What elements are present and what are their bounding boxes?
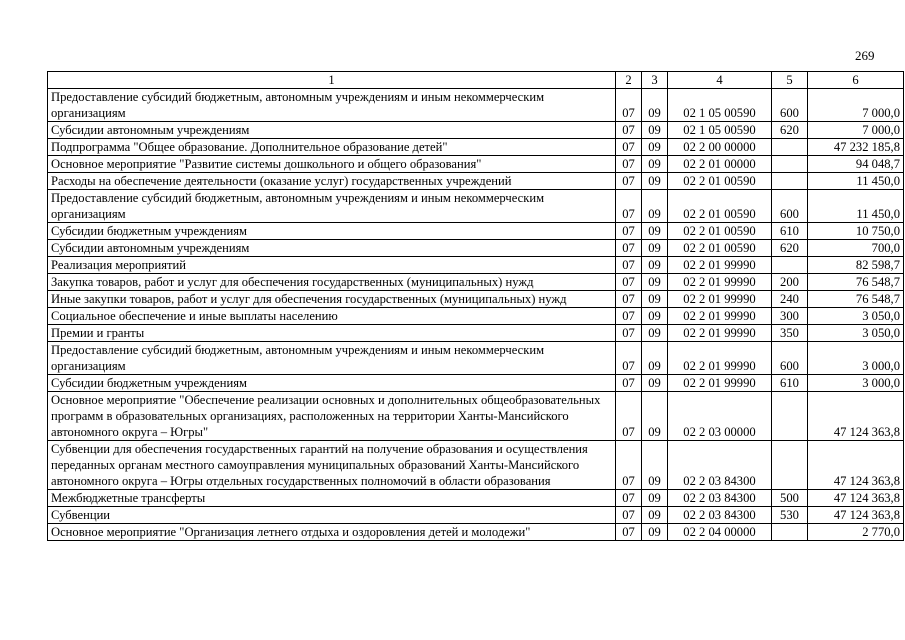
row-amount-cell: 2 770,0 xyxy=(808,524,904,541)
row-target-article-cell: 02 2 01 00000 xyxy=(668,156,772,173)
row-section-cell: 07 xyxy=(616,190,642,223)
row-subsection-cell: 09 xyxy=(642,122,668,139)
row-expense-type-cell xyxy=(772,173,808,190)
row-name-cell: Основное мероприятие "Развитие системы дошкольного и общего образования" xyxy=(48,156,616,173)
row-section-cell: 07 xyxy=(616,441,642,490)
row-expense-type-cell: 530 xyxy=(772,507,808,524)
row-subsection-cell: 09 xyxy=(642,441,668,490)
header-row xyxy=(48,72,904,89)
row-target-article-cell: 02 2 01 99990 xyxy=(668,274,772,291)
table-row xyxy=(48,257,904,274)
row-subsection-cell: 09 xyxy=(642,139,668,156)
row-amount-cell: 76 548,7 xyxy=(808,291,904,308)
row-target-article-cell: 02 1 05 00590 xyxy=(668,122,772,139)
row-amount-cell: 47 232 185,8 xyxy=(808,139,904,156)
row-amount-cell: 7 000,0 xyxy=(808,89,904,122)
row-name-cell: Предоставление субсидий бюджетным, автономным учреждениям и иным некоммерческим организациям xyxy=(48,342,616,375)
table-row xyxy=(48,156,904,173)
row-amount-cell: 10 750,0 xyxy=(808,223,904,240)
row-amount-cell: 47 124 363,8 xyxy=(808,490,904,507)
row-target-article-cell: 02 2 01 00590 xyxy=(668,223,772,240)
table-header xyxy=(48,72,904,89)
row-target-article-cell: 02 2 01 99990 xyxy=(668,375,772,392)
row-subsection-cell: 09 xyxy=(642,257,668,274)
row-expense-type-cell: 610 xyxy=(772,223,808,240)
row-expense-type-cell: 600 xyxy=(772,89,808,122)
row-expense-type-cell: 500 xyxy=(772,490,808,507)
row-target-article-cell: 02 2 03 00000 xyxy=(668,392,772,441)
header-col-6: 6 xyxy=(808,72,904,89)
row-expense-type-cell xyxy=(772,392,808,441)
header-col-5: 5 xyxy=(772,72,808,89)
row-section-cell: 07 xyxy=(616,257,642,274)
row-name-cell: Предоставление субсидий бюджетным, автономным учреждениям и иным некоммерческим организациям xyxy=(48,89,616,122)
row-target-article-cell: 02 2 01 99990 xyxy=(668,342,772,375)
row-amount-cell: 47 124 363,8 xyxy=(808,441,904,490)
row-expense-type-cell: 600 xyxy=(772,190,808,223)
row-name-cell: Премии и гранты xyxy=(48,325,616,342)
row-subsection-cell: 09 xyxy=(642,342,668,375)
row-subsection-cell: 09 xyxy=(642,490,668,507)
row-subsection-cell: 09 xyxy=(642,156,668,173)
row-amount-cell: 3 000,0 xyxy=(808,375,904,392)
row-target-article-cell: 02 2 01 00590 xyxy=(668,173,772,190)
row-expense-type-cell: 620 xyxy=(772,240,808,257)
header-col-2: 2 xyxy=(616,72,642,89)
row-section-cell: 07 xyxy=(616,274,642,291)
row-name-cell: Предоставление субсидий бюджетным, автономным учреждениям и иным некоммерческим организациям xyxy=(48,190,616,223)
row-amount-cell: 11 450,0 xyxy=(808,173,904,190)
table-row xyxy=(48,325,904,342)
row-name-cell: Иные закупки товаров, работ и услуг для обеспечения государственных (муниципальных) нужд xyxy=(48,291,616,308)
row-subsection-cell: 09 xyxy=(642,375,668,392)
row-amount-cell: 7 000,0 xyxy=(808,122,904,139)
row-name-cell: Реализация мероприятий xyxy=(48,257,616,274)
row-section-cell: 07 xyxy=(616,156,642,173)
row-name-cell: Субсидии автономным учреждениям xyxy=(48,240,616,257)
table-row xyxy=(48,375,904,392)
row-subsection-cell: 09 xyxy=(642,524,668,541)
header-col-4: 4 xyxy=(668,72,772,89)
row-expense-type-cell: 620 xyxy=(772,122,808,139)
row-target-article-cell: 02 2 04 00000 xyxy=(668,524,772,541)
row-name-cell: Расходы на обеспечение деятельности (оказание услуг) государственных учреждений xyxy=(48,173,616,190)
row-name-cell: Основное мероприятие "Обеспечение реализации основных и дополнительных общеобразовательных программ в образовательных организациях, расположенных на территории Ханты-Мансийского автономного округа – Югры" xyxy=(48,392,616,441)
row-subsection-cell: 09 xyxy=(642,89,668,122)
row-target-article-cell: 02 1 05 00590 xyxy=(668,89,772,122)
table-row xyxy=(48,89,904,122)
row-section-cell: 07 xyxy=(616,139,642,156)
row-expense-type-cell xyxy=(772,441,808,490)
row-expense-type-cell: 600 xyxy=(772,342,808,375)
table-body xyxy=(48,89,904,541)
row-target-article-cell: 02 2 01 99990 xyxy=(668,308,772,325)
row-section-cell: 07 xyxy=(616,89,642,122)
table-row xyxy=(48,392,904,441)
row-section-cell: 07 xyxy=(616,325,642,342)
row-expense-type-cell: 240 xyxy=(772,291,808,308)
header-col-3: 3 xyxy=(642,72,668,89)
row-target-article-cell: 02 2 03 84300 xyxy=(668,507,772,524)
row-amount-cell: 47 124 363,8 xyxy=(808,392,904,441)
row-subsection-cell: 09 xyxy=(642,274,668,291)
row-target-article-cell: 02 2 01 00590 xyxy=(668,240,772,257)
row-subsection-cell: 09 xyxy=(642,190,668,223)
row-expense-type-cell xyxy=(772,524,808,541)
table-row xyxy=(48,274,904,291)
row-amount-cell: 47 124 363,8 xyxy=(808,507,904,524)
row-name-cell: Субвенции xyxy=(48,507,616,524)
row-expense-type-cell: 200 xyxy=(772,274,808,291)
row-name-cell: Субсидии бюджетным учреждениям xyxy=(48,223,616,240)
row-subsection-cell: 09 xyxy=(642,308,668,325)
row-name-cell: Подпрограмма "Общее образование. Дополнительное образование детей" xyxy=(48,139,616,156)
row-section-cell: 07 xyxy=(616,342,642,375)
row-name-cell: Социальное обеспечение и иные выплаты населению xyxy=(48,308,616,325)
row-name-cell: Закупка товаров, работ и услуг для обеспечения государственных (муниципальных) нужд xyxy=(48,274,616,291)
row-target-article-cell: 02 2 01 99990 xyxy=(668,257,772,274)
row-target-article-cell: 02 2 01 99990 xyxy=(668,325,772,342)
row-amount-cell: 3 050,0 xyxy=(808,308,904,325)
table-row xyxy=(48,190,904,223)
row-expense-type-cell: 350 xyxy=(772,325,808,342)
header-col-1: 1 xyxy=(48,72,616,89)
table-row xyxy=(48,291,904,308)
row-amount-cell: 94 048,7 xyxy=(808,156,904,173)
table-row xyxy=(48,223,904,240)
row-section-cell: 07 xyxy=(616,507,642,524)
row-name-cell: Межбюджетные трансферты xyxy=(48,490,616,507)
row-name-cell: Субсидии автономным учреждениям xyxy=(48,122,616,139)
row-target-article-cell: 02 2 01 99990 xyxy=(668,291,772,308)
row-target-article-cell: 02 2 01 00590 xyxy=(668,190,772,223)
table-row xyxy=(48,524,904,541)
row-section-cell: 07 xyxy=(616,392,642,441)
page-number: 269 xyxy=(855,48,875,63)
row-subsection-cell: 09 xyxy=(642,291,668,308)
row-amount-cell: 3 050,0 xyxy=(808,325,904,342)
row-amount-cell: 76 548,7 xyxy=(808,274,904,291)
row-section-cell: 07 xyxy=(616,173,642,190)
row-expense-type-cell xyxy=(772,257,808,274)
row-section-cell: 07 xyxy=(616,490,642,507)
row-target-article-cell: 02 2 03 84300 xyxy=(668,490,772,507)
row-section-cell: 07 xyxy=(616,240,642,257)
table-row xyxy=(48,490,904,507)
row-target-article-cell: 02 2 00 00000 xyxy=(668,139,772,156)
table-row xyxy=(48,173,904,190)
row-section-cell: 07 xyxy=(616,291,642,308)
row-subsection-cell: 09 xyxy=(642,223,668,240)
row-section-cell: 07 xyxy=(616,375,642,392)
row-expense-type-cell xyxy=(772,156,808,173)
table-row xyxy=(48,240,904,257)
row-section-cell: 07 xyxy=(616,223,642,240)
row-name-cell: Субвенции для обеспечения государственных гарантий на получение образования и осуществления переданных органам местного самоуправления муниципальных образований Ханты-Мансийского автономного округа – Югры отдельных государственных полномочий в области образования xyxy=(48,441,616,490)
row-amount-cell: 82 598,7 xyxy=(808,257,904,274)
row-expense-type-cell xyxy=(772,139,808,156)
table-row xyxy=(48,342,904,375)
row-subsection-cell: 09 xyxy=(642,507,668,524)
table-row xyxy=(48,441,904,490)
table-row xyxy=(48,308,904,325)
row-subsection-cell: 09 xyxy=(642,240,668,257)
row-subsection-cell: 09 xyxy=(642,173,668,190)
row-name-cell: Основное мероприятие "Организация летнего отдыха и оздоровления детей и молодежи" xyxy=(48,524,616,541)
row-section-cell: 07 xyxy=(616,308,642,325)
budget-table xyxy=(47,71,904,541)
row-expense-type-cell: 300 xyxy=(772,308,808,325)
row-subsection-cell: 09 xyxy=(642,325,668,342)
row-amount-cell: 3 000,0 xyxy=(808,342,904,375)
row-section-cell: 07 xyxy=(616,122,642,139)
row-amount-cell: 700,0 xyxy=(808,240,904,257)
table-row xyxy=(48,139,904,156)
table-row xyxy=(48,507,904,524)
table-row xyxy=(48,122,904,139)
row-subsection-cell: 09 xyxy=(642,392,668,441)
row-expense-type-cell: 610 xyxy=(772,375,808,392)
row-section-cell: 07 xyxy=(616,524,642,541)
row-name-cell: Субсидии бюджетным учреждениям xyxy=(48,375,616,392)
row-target-article-cell: 02 2 03 84300 xyxy=(668,441,772,490)
row-amount-cell: 11 450,0 xyxy=(808,190,904,223)
